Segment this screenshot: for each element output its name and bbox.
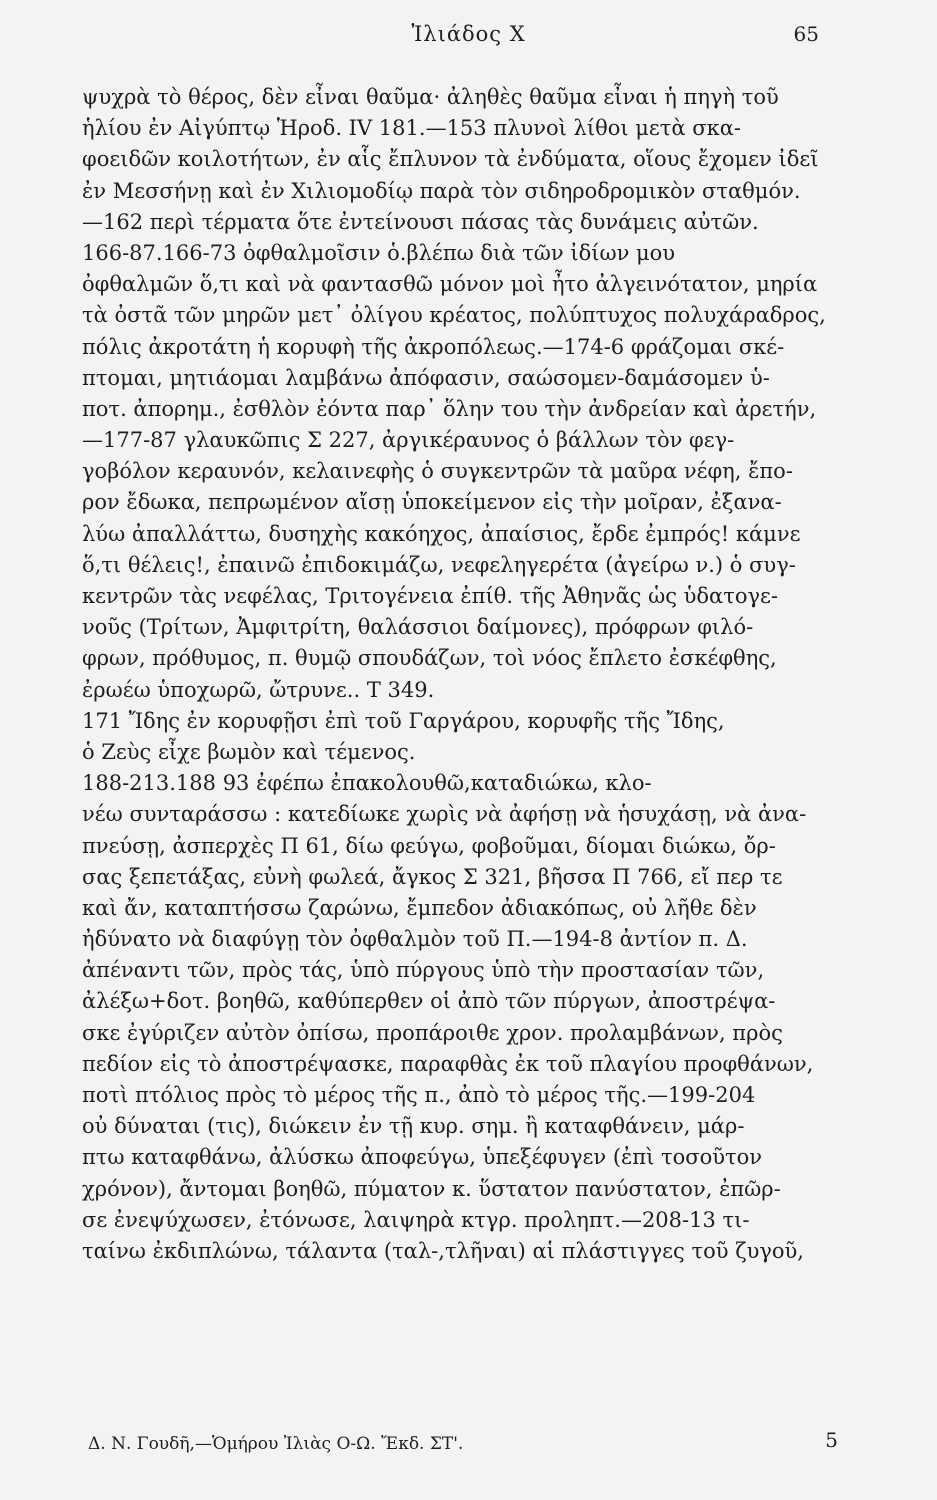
- text-line: 171 Ἴδης ἐν κορυφῇσι ἐπὶ τοῦ Γαργάρου, κορυφῆς τῆς Ἴδης,: [82, 708, 725, 733]
- text-line: ταίνω ἐκδιπλώνω, τάλαντα (ταλ-,τλῆναι) αἱ πλάστιγγες τοῦ ζυγοῦ,: [82, 1238, 804, 1263]
- commentary-text: [82, 82, 832, 1267]
- text-line: ἐρωέω ὑποχωρῶ, ὤτρυνε.. Τ 349.: [82, 677, 435, 702]
- text-line: πτομαι, μητιάομαι λαμβάνω ἀπόφασιν, σαώσομεν-δαμάσομεν ὑ-: [82, 365, 770, 390]
- text-line: —177-87 γλαυκῶπις Σ 227, ἀργικέραυνος ὁ βάλλων τὸν φεγ-: [82, 428, 735, 453]
- text-line: ὀφθαλμῶν ὅ,τι καὶ νὰ φαντασθῶ μόνον μοὶ ἦτο ἀλγεινότατον, μηρία: [82, 272, 818, 297]
- text-line: 188-213.188 93 ἐφέπω ἐπακολουθῶ,καταδιώκω, κλο-: [82, 771, 652, 796]
- text-line: ἡλίου ἐν Αἰγύπτῳ Ἡροδ. IV 181.—153 πλυνοὶ λίθοι μετὰ σκα-: [82, 116, 741, 141]
- text-line: πεδίον εἰς τὸ ἀποστρέψασκε, παραφθὰς ἐκ τοῦ πλαγίου προφθάνων,: [82, 1051, 814, 1076]
- signature-mark: 5: [825, 1428, 838, 1452]
- text-line: πνεύσῃ, ἀσπερχὲς Π 61, δίω φεύγω, φοβοῦμαι, δίομαι διώκω, ὄρ-: [82, 833, 776, 858]
- text-line: οὐ δύναται (τις), διώκειν ἐν τῇ κυρ. σημ. ἢ καταφθάνειν, μάρ-: [82, 1114, 745, 1139]
- page-number: 65: [793, 22, 819, 46]
- text-line: σκε ἐγύριζεν αὐτὸν ὀπίσω, προπάροιθε χρον. προλαμβάνων, πρὸς: [82, 1020, 783, 1045]
- text-line: σας ξεπετάξας, εὐνὴ φωλεά, ἄγκος Σ 321, βῆσσα Π 766, εἴ περ τε: [82, 864, 783, 889]
- text-line: νοῦς (Τρίτων, Ἀμφιτρίτη, θαλάσσιοι δαίμονες), πρόφρων φιλό-: [82, 615, 754, 640]
- text-line: ποτ. ἀπορημ., ἐσθλὸν ἐόντα παρ᾽ ὅλην του τὴν ἀνδρείαν καὶ ἀρετήν,: [82, 396, 817, 421]
- text-line: ὅ,τι θέλεις!, ἐπαινῶ ἐπιδοκιμάζω, νεφεληγερέτα (ἀγείρω ν.) ὁ συγ-: [82, 552, 796, 577]
- text-line: γοβόλον κεραυνόν, κελαινεφὴς ὁ συγκεντρῶν τὰ μαῦρα νέφη, ἔπο-: [82, 459, 793, 484]
- text-line: ψυχρὰ τὸ θέρος, δὲν εἶναι θαῦμα· ἀληθὲς θαῦμα εἶναι ἡ πηγὴ τοῦ: [82, 85, 779, 109]
- text-line: ἀπέναντι τῶν, πρὸς τάς, ὑπὸ πύργους ὑπὸ τὴν προστασίαν τῶν,: [82, 958, 765, 983]
- text-line: φοειδῶν κοιλοτήτων, ἐν αἷς ἔπλυνον τὰ ἐνδύματα, οἵους ἔχομεν ἰδεῖ: [82, 147, 819, 172]
- text-line: χρόνον), ἄντομαι βοηθῶ, πύματον κ. ὕστατον πανύστατον, ἐπῶρ-: [82, 1176, 781, 1201]
- text-line: ἐν Μεσσήνῃ καὶ ἐν Χιλιομοδίῳ παρὰ τὸν σιδηροδρομικὸν σταθμόν.: [82, 178, 801, 203]
- text-line: ἀλέξω+δοτ. βοηθῶ, καθύπερθεν οἱ ἀπὸ τῶν πύργων, ἀποστρέψα-: [82, 989, 776, 1014]
- text-line: λύω ἀπαλλάττω, δυσηχὴς κακόηχος, ἀπαίσιος, ἔρδε ἐμπρός! κάμνε: [82, 521, 801, 546]
- page-footer: [88, 1428, 838, 1462]
- text-line: νέω συνταράσσω : κατεδίωκε χωρὶς νὰ ἀφήσῃ νὰ ἡσυχάσῃ, νὰ ἀνα-: [82, 802, 807, 827]
- text-line: φρων, πρόθυμος, π. θυμῷ σπουδάζων, τοὶ νόος ἔπλετο ἐσκέφθης,: [82, 646, 777, 671]
- text-line: κεντρῶν τὰς νεφέλας, Τριτογένεια ἐπίθ. τῆς Ἀθηνᾶς ὡς ὑδατογε-: [82, 584, 779, 608]
- page-header: [0, 18, 937, 58]
- text-line: —162 περὶ τέρματα ὅτε ἐντείνουσι πάσας τὰς δυνάμεις αὐτῶν.: [82, 209, 759, 234]
- text-line: 166-87.166-73 ὀφθαλμοῖσιν ὁ.βλέπω διὰ τῶν ἰδίων μου: [82, 240, 676, 265]
- running-head: Ἰλιάδος Χ: [411, 22, 526, 46]
- text-line: πτω καταφθάνω, ἀλύσκω ἀποφεύγω, ὑπεξέφυγεν (ἐπὶ τοσοῦτον: [82, 1145, 763, 1170]
- text-line: καὶ ἄν, καταπτήσσω ζαρώνω, ἔμπεδον ἀδιακόπως, οὐ λῆθε δὲν: [82, 895, 757, 920]
- text-line: ρον ἔδωκα, πεπρωμένον αἴσῃ ὑποκείμενον εἰς τὴν μοῖραν, ἐξανα-: [82, 490, 782, 515]
- footer-imprint: Δ. Ν. Γουδῆ,—Ὁμήρου Ἰλιὰς Ο-Ω. Ἔκδ. ΣΤ'.: [88, 1434, 464, 1454]
- text-line: τὰ ὀστᾶ τῶν μηρῶν μετ᾽ ὀλίγου κρέατος, πολύπτυχος πολυχάραδρος,: [82, 303, 826, 328]
- text-line: ποτὶ πτόλιος πρὸς τὸ μέρος τῆς π., ἀπὸ τὸ μέρος τῆς.—199-204: [82, 1083, 756, 1107]
- text-line: ὁ Ζεὺς εἶχε βωμὸν καὶ τέμενος.: [82, 739, 416, 764]
- text-line: πόλις ἀκροτάτη ἡ κορυφὴ τῆς ἀκροπόλεως.—174-6 φράζομαι σκέ-: [82, 334, 785, 359]
- text-line: ἠδύνατο νὰ διαφύγῃ τὸν ὀφθαλμὸν τοῦ Π.—194-8 ἀντίον π. Δ.: [82, 927, 748, 952]
- text-line: σε ἐνεψύχωσεν, ἐτόνωσε, λαιψηρὰ κτγρ. προληπτ.—208-13 τι-: [82, 1207, 750, 1232]
